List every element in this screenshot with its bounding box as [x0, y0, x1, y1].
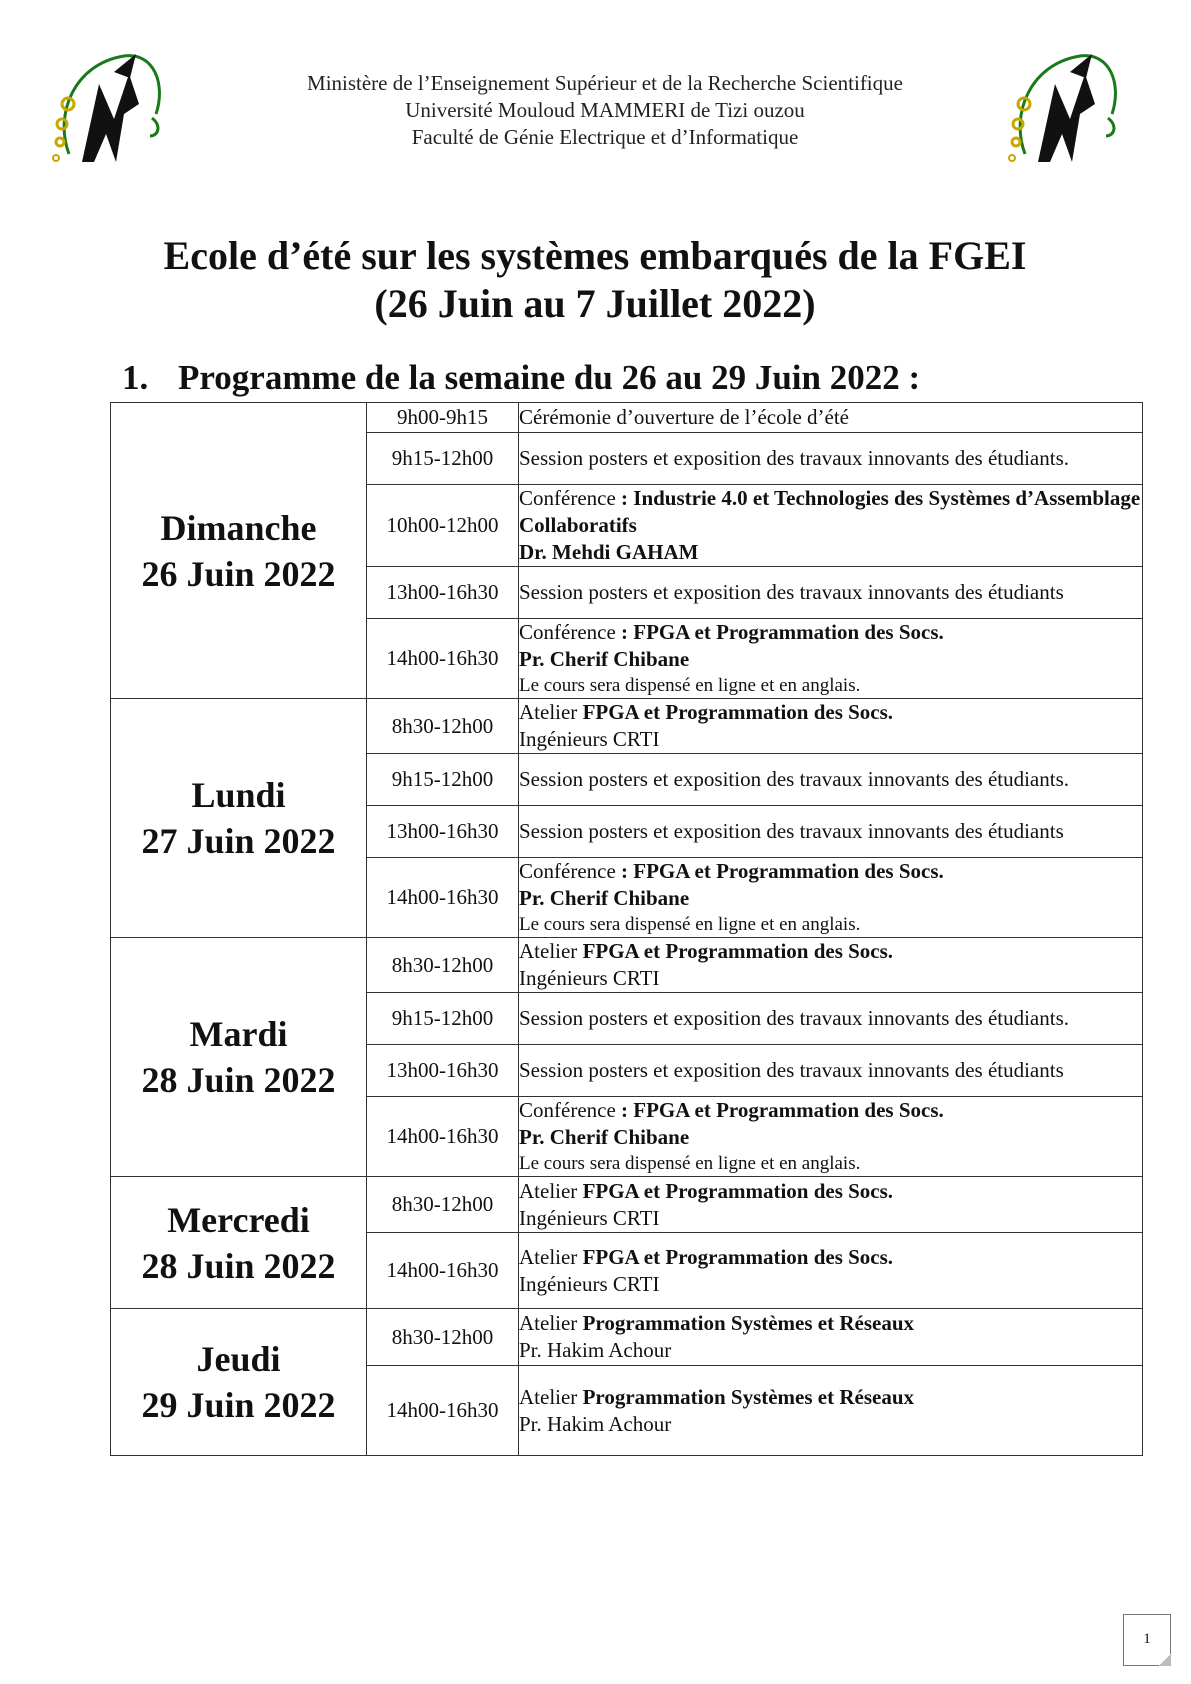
day-date: 28 Juin 2022	[141, 1060, 336, 1100]
session-highlight: FPGA et Programmation des Socs.	[582, 700, 894, 724]
session-text: Pr. Hakim Achour	[519, 1411, 672, 1436]
session-text: Atelier	[519, 700, 583, 724]
university-logo-left-icon	[44, 44, 170, 174]
session-description	[519, 1233, 1143, 1309]
session-text: Ingénieurs CRTI	[519, 1271, 660, 1296]
session-text: Conférence	[519, 620, 622, 644]
day-name: Mardi	[189, 1014, 288, 1054]
session-line	[519, 1310, 1142, 1337]
session-description	[519, 1309, 1143, 1366]
session-highlight: FPGA et Programmation des Socs.	[582, 1178, 894, 1203]
day-cell	[111, 699, 367, 938]
session-line	[519, 726, 1142, 753]
session-time: 13h00-16h30	[367, 1045, 519, 1097]
session-line	[519, 445, 1142, 472]
section-heading	[122, 358, 920, 398]
section-title: Programme de la semaine du 26 au 29 Juin 2022 :	[178, 358, 921, 397]
session-highlight: Programmation Systèmes et Réseaux	[582, 1311, 915, 1335]
session-time: 10h00-12h00	[367, 485, 519, 567]
title-line-2: (26 Juin au 7 Juillet 2022)	[374, 281, 816, 326]
session-text: Atelier	[519, 1244, 583, 1269]
session-text: Cérémonie d’ouverture de l’école d’été	[519, 405, 850, 429]
session-line	[519, 818, 1142, 845]
table-row	[111, 1177, 1143, 1233]
session-highlight: : FPGA et Programmation des Socs.	[621, 859, 944, 883]
session-description	[519, 567, 1143, 619]
session-description	[519, 1045, 1143, 1097]
session-time: 13h00-16h30	[367, 806, 519, 858]
session-line	[519, 885, 1142, 912]
session-text: Conférence	[519, 1098, 622, 1122]
session-text: Conférence	[519, 486, 622, 510]
session-text: Atelier	[519, 1384, 583, 1409]
session-text: Session posters et exposition des travaux innovants des étudiants.	[519, 1006, 1070, 1030]
session-description	[519, 806, 1143, 858]
session-text: Ingénieurs CRTI	[519, 966, 660, 990]
session-text: Session posters et exposition des travaux innovants des étudiants.	[519, 767, 1070, 791]
day-date: 26 Juin 2022	[141, 553, 336, 594]
document-title	[80, 232, 1110, 328]
day-name: Dimanche	[160, 507, 317, 548]
session-time: 8h30-12h00	[367, 938, 519, 993]
session-line	[519, 539, 1142, 566]
session-description	[519, 1097, 1143, 1177]
section-number: 1.	[122, 358, 149, 397]
session-description	[519, 403, 1143, 433]
session-line	[519, 766, 1142, 793]
session-line	[519, 1124, 1142, 1151]
session-time: 14h00-16h30	[367, 1366, 519, 1456]
table-row	[111, 403, 1143, 433]
session-line	[519, 619, 1142, 646]
university-line: Université Mouloud MAMMERI de Tizi ouzou	[405, 98, 805, 122]
session-description	[519, 858, 1143, 938]
day-date: 27 Juin 2022	[141, 821, 336, 861]
session-description	[519, 1366, 1143, 1456]
session-line	[519, 1097, 1142, 1124]
day-cell	[111, 403, 367, 699]
day-name: Jeudi	[196, 1339, 281, 1379]
session-note: Le cours sera dispensé en ligne et en anglais.	[519, 675, 861, 696]
session-text: Session posters et exposition des travaux innovants des étudiants	[519, 1058, 1064, 1082]
document-header	[200, 70, 1010, 151]
session-line	[519, 1005, 1142, 1032]
session-time: 8h30-12h00	[367, 1309, 519, 1366]
schedule-table	[110, 402, 1143, 1456]
day-name: Mercredi	[167, 1199, 310, 1240]
session-description	[519, 754, 1143, 806]
session-text: Atelier	[519, 1311, 583, 1335]
session-text: Conférence	[519, 859, 622, 883]
day-cell	[111, 938, 367, 1177]
session-highlight: Pr. Cherif Chibane	[519, 647, 690, 671]
session-line	[519, 646, 1142, 673]
session-time: 9h15-12h00	[367, 754, 519, 806]
session-highlight: : Industrie 4.0 et Technologies des Systèmes d’Assemblage Collaboratifs	[519, 486, 1141, 537]
day-date: 28 Juin 2022	[141, 1245, 336, 1286]
session-text: Session posters et exposition des travaux innovants des étudiants.	[519, 446, 1070, 470]
session-time: 8h30-12h00	[367, 1177, 519, 1233]
ministry-line: Ministère de l’Enseignement Supérieur et de la Recherche Scientifique	[307, 71, 903, 95]
session-description	[519, 1177, 1143, 1233]
day-name: Lundi	[191, 775, 286, 815]
session-highlight: Dr. Mehdi GAHAM	[519, 540, 699, 564]
session-highlight: Programmation Systèmes et Réseaux	[582, 1384, 915, 1409]
session-description	[519, 485, 1143, 567]
table-row	[111, 1309, 1143, 1366]
session-line	[519, 1411, 1142, 1438]
session-note: Le cours sera dispensé en ligne et en anglais.	[519, 1153, 861, 1174]
session-line	[519, 858, 1142, 885]
session-time: 13h00-16h30	[367, 567, 519, 619]
session-description	[519, 699, 1143, 754]
university-logo-right-icon	[1000, 44, 1126, 174]
session-line	[519, 579, 1142, 606]
session-text: Session posters et exposition des travaux innovants des étudiants	[519, 580, 1064, 604]
session-text: Pr. Hakim Achour	[519, 1338, 672, 1362]
session-text: Atelier	[519, 939, 583, 963]
session-note: Le cours sera dispensé en ligne et en anglais.	[519, 914, 861, 935]
day-cell	[111, 1309, 367, 1456]
session-description	[519, 619, 1143, 699]
session-text: Atelier	[519, 1178, 583, 1203]
session-line	[519, 485, 1142, 539]
session-time: 9h00-9h15	[367, 403, 519, 433]
session-time: 9h15-12h00	[367, 993, 519, 1045]
table-row	[111, 699, 1143, 754]
session-text: Ingénieurs CRTI	[519, 1205, 660, 1230]
title-line-1: Ecole d’été sur les systèmes embarqués de la FGEI	[163, 233, 1027, 278]
session-line	[519, 1384, 1142, 1411]
session-line	[519, 404, 1142, 431]
session-time: 14h00-16h30	[367, 858, 519, 938]
session-time: 8h30-12h00	[367, 699, 519, 754]
session-description	[519, 938, 1143, 993]
session-highlight: Pr. Cherif Chibane	[519, 886, 690, 910]
session-line	[519, 938, 1142, 965]
session-line	[519, 1205, 1142, 1232]
faculty-line: Faculté de Génie Electrique et d’Informatique	[411, 125, 799, 149]
session-highlight: Pr. Cherif Chibane	[519, 1125, 690, 1149]
session-line	[519, 1244, 1142, 1271]
session-highlight: FPGA et Programmation des Socs.	[582, 1244, 894, 1269]
session-highlight: : FPGA et Programmation des Socs.	[621, 1098, 944, 1122]
day-cell	[111, 1177, 367, 1309]
session-time: 14h00-16h30	[367, 1233, 519, 1309]
day-date: 29 Juin 2022	[141, 1385, 336, 1425]
session-highlight: : FPGA et Programmation des Socs.	[621, 620, 944, 644]
session-line	[519, 1178, 1142, 1205]
session-line	[519, 699, 1142, 726]
session-description	[519, 433, 1143, 485]
session-line	[519, 965, 1142, 992]
table-row	[111, 938, 1143, 993]
session-time: 14h00-16h30	[367, 1097, 519, 1177]
session-text: Session posters et exposition des travaux innovants des étudiants	[519, 819, 1064, 843]
page-number: 1	[1123, 1614, 1171, 1666]
session-description	[519, 993, 1143, 1045]
session-line	[519, 1271, 1142, 1298]
session-text: Ingénieurs CRTI	[519, 727, 660, 751]
session-time: 9h15-12h00	[367, 433, 519, 485]
session-time: 14h00-16h30	[367, 619, 519, 699]
session-highlight: FPGA et Programmation des Socs.	[582, 939, 894, 963]
session-line	[519, 1337, 1142, 1364]
session-line	[519, 1057, 1142, 1084]
